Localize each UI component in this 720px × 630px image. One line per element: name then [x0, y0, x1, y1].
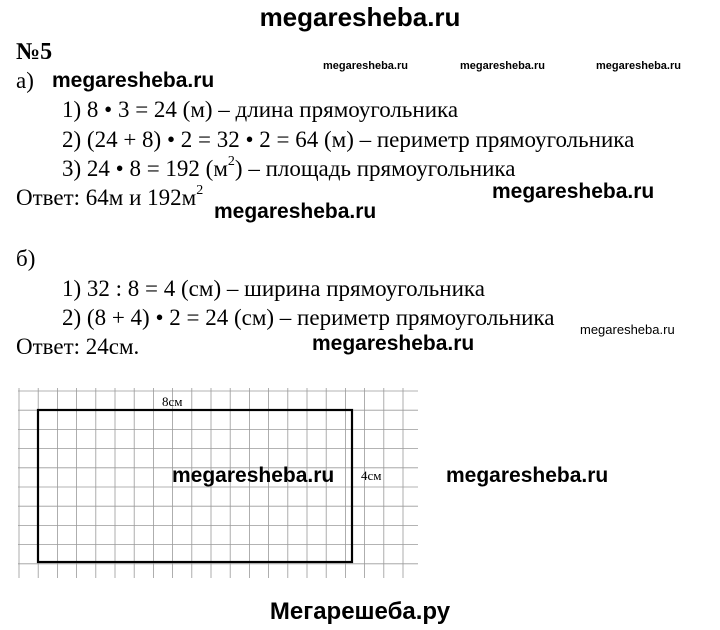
watermark-small-3: megaresheba.ru: [596, 60, 681, 72]
part-b-label: б): [16, 246, 36, 271]
part-a-answer: Ответ: 64м и $192м^2$: [16, 183, 204, 210]
task-number: №5: [16, 39, 53, 65]
part-b-step-2: 2) (8 + 4) • 2 = 24 (см) – периметр прямоугольника: [62, 305, 555, 330]
part-a-label: а): [16, 68, 34, 93]
part-b-answer: Ответ: 24см.: [16, 334, 140, 359]
height-label: 4см: [361, 468, 382, 483]
part-b-step-1: 1) 32 : 8 = 4 (см) – ширина прямоугольника: [62, 276, 485, 301]
watermark-top: megaresheba.ru: [259, 2, 461, 32]
watermark-answer-a-below: megaresheba.ru: [214, 200, 377, 223]
watermark-part-b-right: megaresheba.ru: [580, 322, 675, 337]
watermark-answer-a-right: megaresheba.ru: [492, 180, 655, 203]
part-a-step-2: 2) (24 + 8) • 2 = 32 • 2 = 64 (м) – периметр прямоугольника: [62, 127, 635, 152]
watermark-answer-b: megaresheba.ru: [312, 332, 475, 355]
footer-site-name: Мегарешеба.ру: [269, 598, 451, 625]
watermark-small-1: megaresheba.ru: [323, 60, 408, 72]
watermark-small-2: megaresheba.ru: [460, 60, 545, 72]
watermark-grid-center: megaresheba.ru: [172, 464, 335, 487]
part-a-step-3: 3) 24 • 8 = 192 $(м^2)$ – площадь прямоугольника: [62, 154, 516, 181]
part-a-step-1: 1) 8 • 3 = 24 (м) – длина прямоугольника: [62, 97, 459, 122]
watermark-part-a: megaresheba.ru: [52, 69, 215, 92]
width-label: 8см: [162, 394, 183, 409]
watermark-grid-right: megaresheba.ru: [446, 464, 609, 487]
